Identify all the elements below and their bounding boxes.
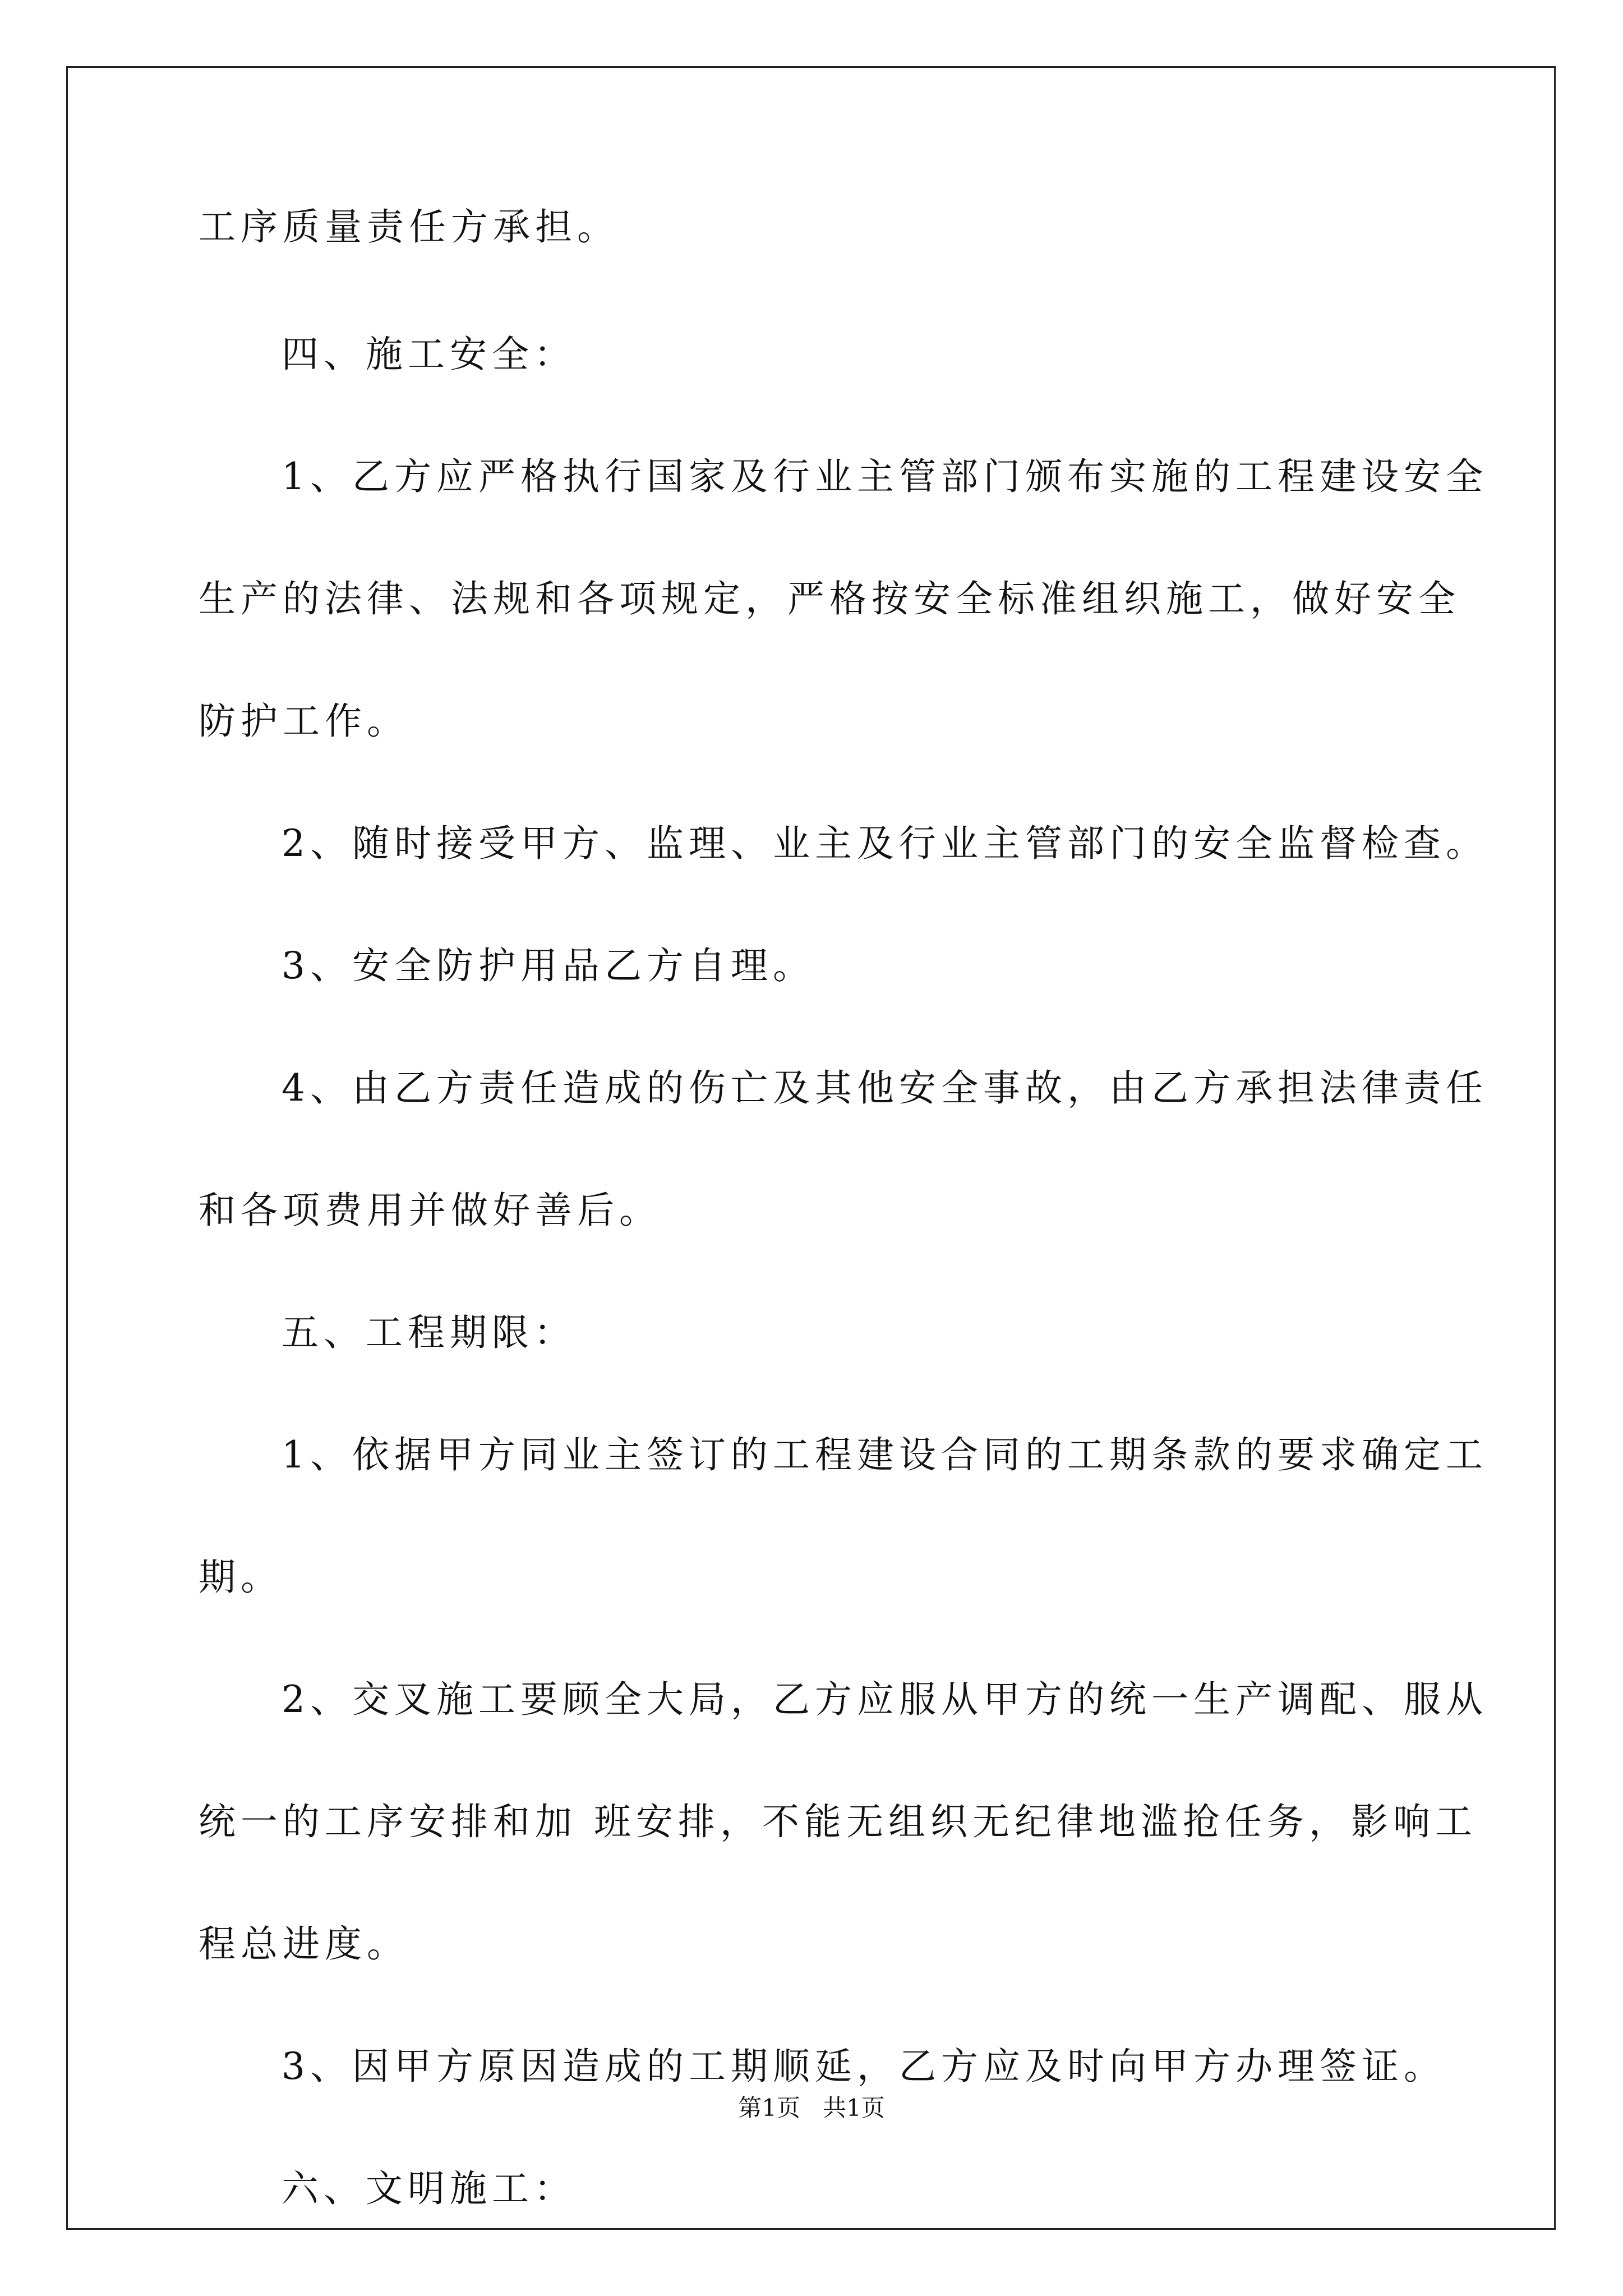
text-line: 4、由乙方责任造成的伤亡及其他安全事故，由乙方承担法律责任 <box>282 1066 1488 1110</box>
text-line: 和各项费用并做好善后。 <box>199 1189 661 1232</box>
text-line: 工序质量责任方承担。 <box>199 205 619 249</box>
page-border <box>66 66 1556 2230</box>
section-heading: 五、工程期限： <box>282 1311 576 1354</box>
text-line: 统一的工序安排和加 班安排，不能无组织无纪律地滥抢任务，影响工 <box>199 1800 1477 1843</box>
text-line: 期。 <box>199 1556 283 1599</box>
page-number-footer: 第1页 共1页 <box>738 2094 885 2122</box>
text-line: 2、交叉施工要顾全大局，乙方应服从甲方的统一生产调配、服从 <box>282 1678 1488 1721</box>
text-line: 程总进度。 <box>199 1922 409 1966</box>
section-heading: 四、施工安全： <box>282 333 576 376</box>
text-line: 3、因甲方原因造成的工期顺延，乙方应及时向甲方办理签证。 <box>282 2045 1446 2088</box>
text-line: 3、安全防护用品乙方自理。 <box>282 944 815 987</box>
text-line: 1、乙方应严格执行国家及行业主管部门颁布实施的工程建设安全 <box>282 455 1488 498</box>
text-line: 生产的法律、法规和各项规定，严格按安全标准组织施工，做好安全 <box>199 577 1460 620</box>
text-line: 1、依据甲方同业主签订的工程建设合同的工期条款的要求确定工 <box>282 1433 1488 1476</box>
section-heading: 六、文明施工： <box>282 2167 576 2210</box>
text-line: 防护工作。 <box>199 700 409 743</box>
text-line: 2、随时接受甲方、监理、业主及行业主管部门的安全监督检查。 <box>282 822 1488 865</box>
